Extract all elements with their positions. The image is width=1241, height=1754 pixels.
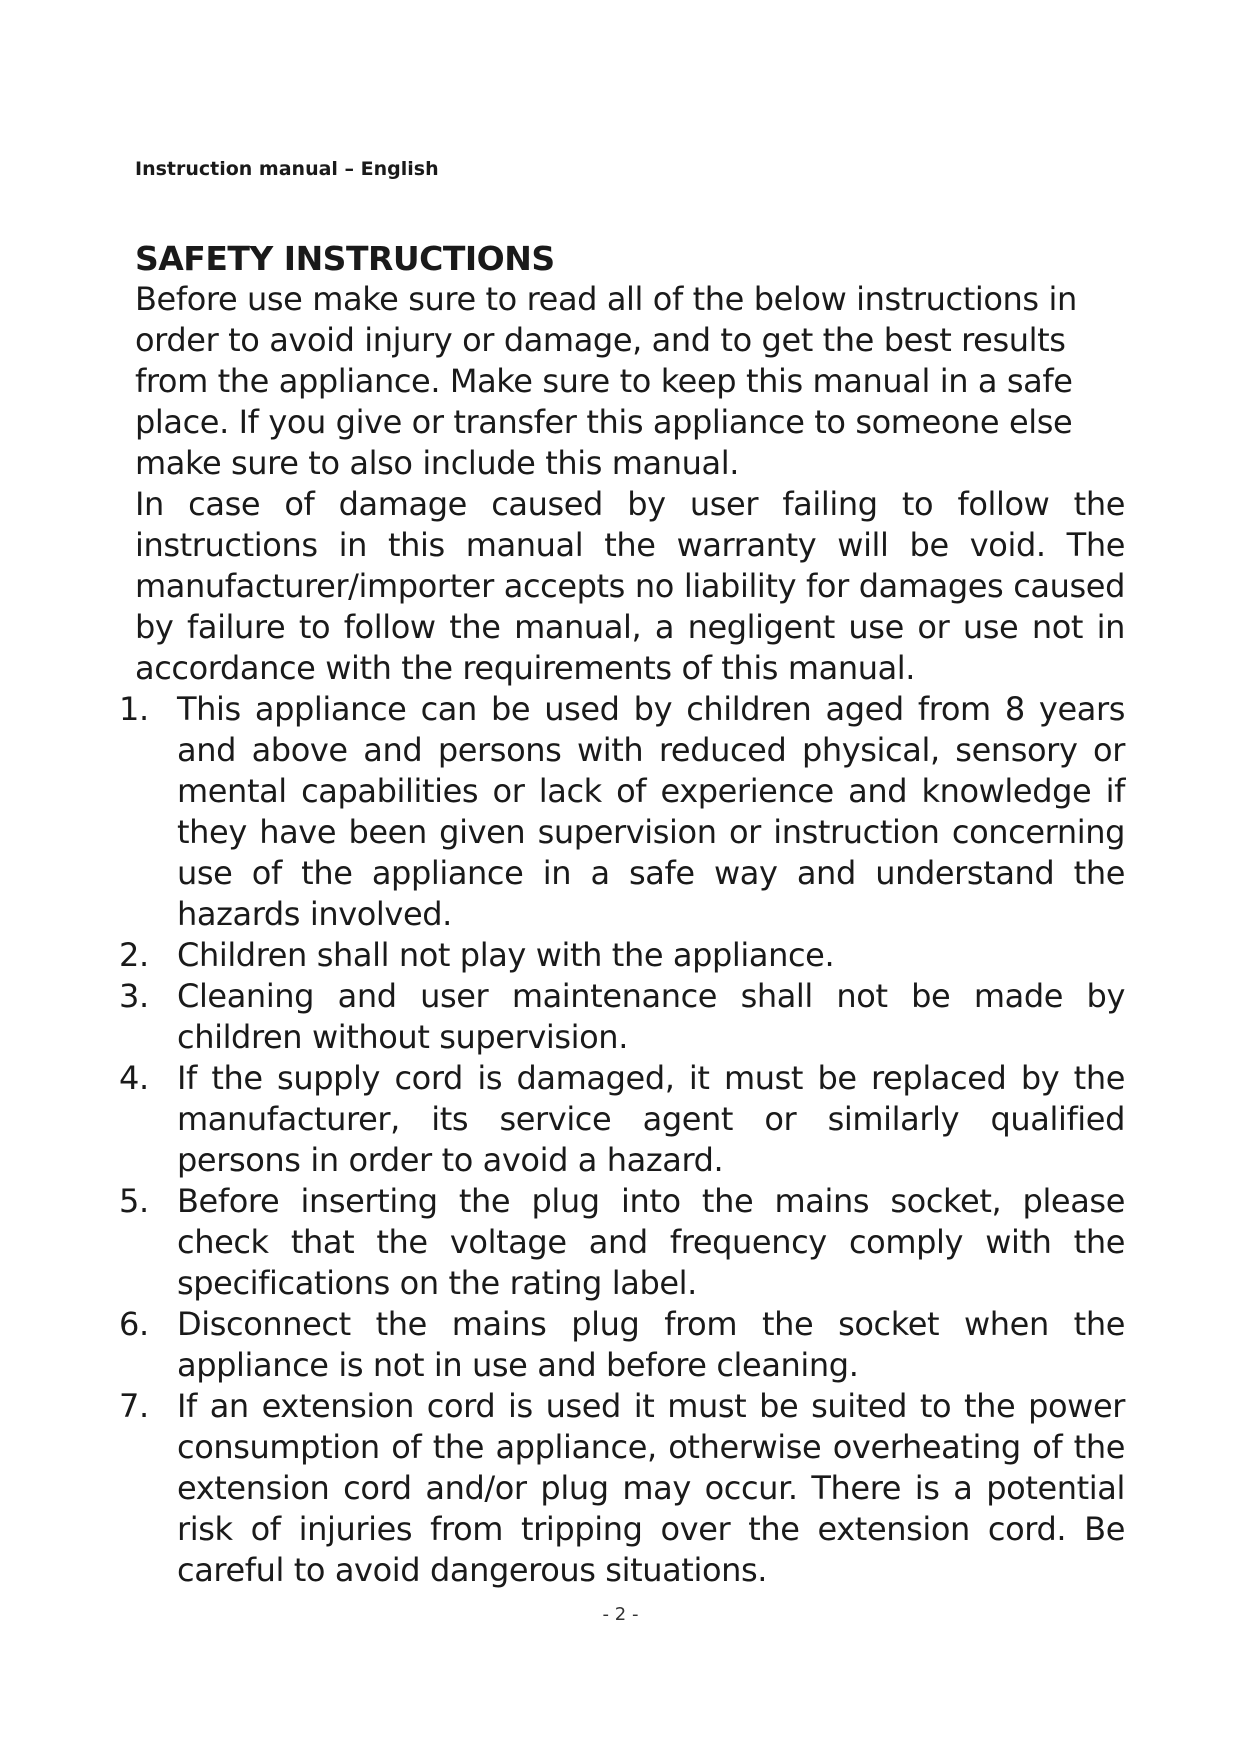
list-item-number: 2. [119, 936, 149, 974]
list-item [119, 935, 1125, 976]
list-item [119, 689, 1125, 935]
list-item-text: This appliance can be used by children aged from 8 years and above and persons with reduced physical, sensory or mental capabilities or lack of experience and knowledge if they have been given supervision or instruction concerning use of the appliance in a safe way and understand the hazards involved. [177, 690, 1125, 933]
list-item-text: Before inserting the plug into the mains socket, please check that the voltage and frequency comply with the specifications on the rating label. [177, 1182, 1125, 1302]
list-item [119, 1304, 1125, 1386]
list-item-text: If the supply cord is damaged, it must be replaced by the manufacturer, its service agent or similarly qualified persons in order to avoid a hazard. [177, 1059, 1125, 1179]
list-item-number: 7. [119, 1387, 149, 1425]
safety-instructions-section [119, 238, 1125, 1591]
list-item-text: If an extension cord is used it must be suited to the power consumption of the appliance, otherwise overheating of the extension cord and/or plug may occur. There is a potential risk of injuries from tripping over the extension cord. Be careful to avoid dangerous situations. [177, 1387, 1125, 1589]
section-title: SAFETY INSTRUCTIONS [135, 239, 555, 278]
list-item [119, 1058, 1125, 1181]
list-item-text: Disconnect the mains plug from the socket when the appliance is not in use and before cleaning. [177, 1305, 1125, 1384]
safety-instruction-list [119, 689, 1125, 1591]
list-item [119, 1181, 1125, 1304]
list-item-number: 6. [119, 1305, 149, 1343]
list-item [119, 1386, 1125, 1591]
list-item-number: 3. [119, 977, 149, 1015]
list-item-number: 4. [119, 1059, 149, 1097]
intro-paragraph: Before use make sure to read all of the below instructions in order to avoid injury or damage, and to get the best results from the appliance. Make sure to keep this manual in a safe place. If you give or transfer this appliance to someone else make sure to also include this manual. [135, 280, 1077, 482]
document-header-label: Instruction manual – English [135, 158, 439, 180]
page-number: - 2 - [602, 1604, 639, 1625]
warranty-paragraph: In case of damage caused by user failing to follow the instructions in this manual the warranty will be void. The manufacturer/importer accepts no liability for damages caused by failure to follow the manual, a negligent use or use not in accordance with the requirements of this manual. [135, 485, 1125, 687]
list-item [119, 976, 1125, 1058]
list-item-text: Cleaning and user maintenance shall not be made by children without supervision. [177, 977, 1125, 1056]
list-item-number: 1. [119, 690, 149, 728]
list-item-text: Children shall not play with the appliance. [177, 936, 835, 974]
list-item-number: 5. [119, 1182, 149, 1220]
